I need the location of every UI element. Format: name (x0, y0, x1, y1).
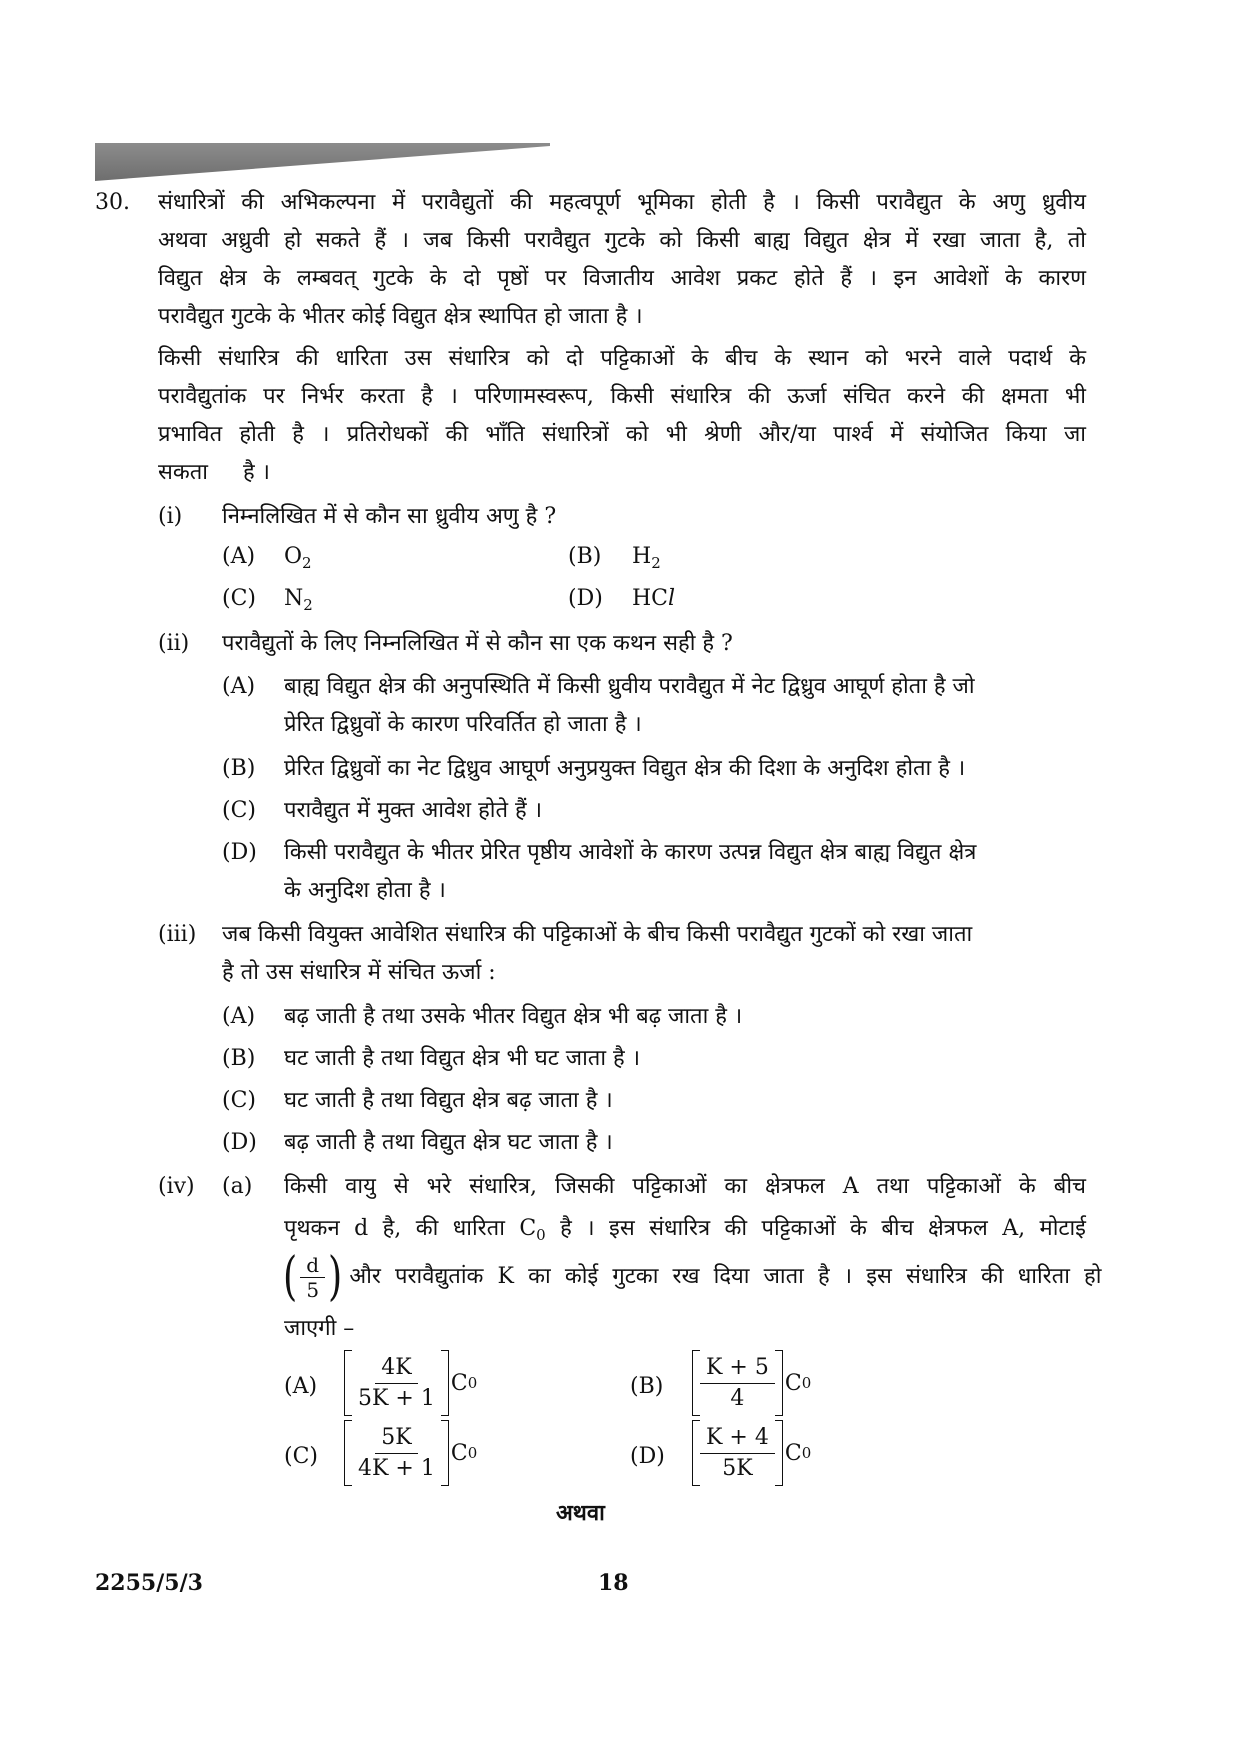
passage-line: किसी संधारित्र की धारिता उस संधारित्र को दो पट्टिकाओं के बीच के स्थान को भरने वाले पदार्थ के (158, 346, 1086, 371)
passage-line: परावैद्युत गुटके के भीतर कोई विद्युत क्षेत्र स्थापित हो जाता है । (158, 304, 643, 329)
question-number: 30. (95, 190, 130, 215)
option-text: परावैद्युत में मुक्त आवेश होते हैं । (284, 798, 543, 823)
option-label: (D) (568, 586, 603, 611)
passage-line: अथवा अध्रुवी हो सकते हैं । जब किसी परावैद्युत गुटके को किसी बाह्य विद्युत क्षेत्र में रखा जाता है, तो (158, 228, 1086, 253)
option-label: (A) (284, 1374, 318, 1399)
paper-code: 2255/5/3 (95, 1570, 203, 1596)
passage-line: परावैद्युतांक पर निर्भर करता है । परिणामस्वरूप, किसी संधारित्र की ऊर्जा संचित करने की क्षमता भी (158, 384, 1086, 409)
option-text: $O_2$ (284, 544, 312, 572)
option-text: किसी परावैद्युत के भीतर प्रेरित पृष्ठीय आवेशों के कारण उत्पन्न विद्युत क्षेत्र बाह्य विद्युत क्षेत्र (284, 840, 977, 865)
subquestion-text: है तो उस संधारित्र में संचित ऊर्जा : (222, 960, 496, 985)
passage-line: सकता है । (158, 460, 270, 485)
option-text: बढ़ जाती है तथा उसके भीतर विद्युत क्षेत्र भी बढ़ जाता है । (284, 1004, 743, 1029)
option-formula: $\frac{5K}{4K + 1}$ C 0 (344, 1420, 477, 1492)
option-label: (D) (630, 1444, 665, 1469)
option-label: (A) (222, 1004, 256, 1029)
subquestion-label: (ii) (158, 631, 190, 656)
option-text: बाह्य विद्युत क्षेत्र की अनुपस्थिति में किसी ध्रुवीय परावैद्युत में नेट द्विध्रुव आघूर्ण होता है जो (284, 674, 975, 699)
passage-line: प्रभावित होती है । प्रतिरोधकों की भाँति संधारित्रों को भी श्रेणी और/या पार्श्व में संयोजित किया जा (158, 422, 1086, 447)
option-label: (A) (222, 674, 256, 699)
or-separator: अथवा (556, 1500, 605, 1526)
subquestion-label: (iii) (158, 922, 197, 947)
option-text: घट जाती है तथा विद्युत क्षेत्र बढ़ जाता है । (284, 1088, 613, 1113)
passage-line: विद्युत क्षेत्र के लम्बवत् गुटके के दो पृष्ठों पर विजातीय आवेश प्रकट होते हैं । इन आवेशों के कारण (158, 266, 1086, 291)
option-label: (D) (222, 1130, 257, 1155)
subquestion-text: निम्नलिखित में से कौन सा ध्रुवीय अणु है ? (222, 504, 557, 529)
option-formula: $\frac{K + 5}{4}$ C 0 (692, 1350, 811, 1422)
option-formula: $\frac{4K}{5K + 1}$ C 0 (344, 1350, 477, 1422)
option-text: बढ़ जाती है तथा विद्युत क्षेत्र घट जाता है । (284, 1130, 613, 1155)
option-label: (A) (222, 544, 256, 569)
option-label: (B) (222, 756, 256, 781)
option-text: $H_2$ (632, 544, 661, 572)
option-label: (D) (222, 840, 257, 865)
option-label: (B) (222, 1046, 256, 1071)
passage-line: संधारित्रों की अभिकल्पना में परावैद्युतों की महत्वपूर्ण भूमिका होती है । किसी परावैद्युत के अणु ध्रुवीय (158, 190, 1086, 215)
subquestion-text: किसी वायु से भरे संधारित्र, जिसकी पट्टिकाओं का क्षेत्रफल A तथा पट्टिकाओं के बीच (284, 1174, 1086, 1199)
subquestion-label: (iv) (158, 1174, 195, 1199)
subquestion-label: (i) (158, 504, 183, 529)
option-label: (C) (222, 1088, 256, 1113)
option-text: प्रेरित द्विध्रुवों का नेट द्विध्रुव आघूर्ण अनुप्रयुक्त विद्युत क्षेत्र की दिशा के अनुदिश होता है । (284, 756, 966, 781)
option-formula: $\frac{K + 4}{5K}$ C 0 (692, 1420, 811, 1492)
option-text: के अनुदिश होता है । (284, 878, 446, 903)
option-label: (B) (630, 1374, 664, 1399)
subpart-label: (a) (222, 1174, 253, 1199)
option-text: घट जाती है तथा विद्युत क्षेत्र भी घट जाता है । (284, 1046, 641, 1071)
subquestion-text: ( $\frac{d}{5}$ ) और परावैद्युतांक K का कोई गुटका रख दिया जाता है । इस संधारित्र की धारिता हो (280, 1244, 1101, 1310)
option-text: प्रेरित द्विध्रुवों के कारण परिवर्तित हो जाता है । (284, 712, 642, 737)
subquestion-text: पृथकन d है, की धारिता $C_0$ है । इस संधारित्र की पट्टिकाओं के बीच क्षेत्रफल A, मोटाई (284, 1216, 1086, 1244)
page-number: 18 (598, 1570, 629, 1596)
subquestion-text: जब किसी वियुक्त आवेशित संधारित्र की पट्टिकाओं के बीच किसी परावैद्युत गुटकों को रखा जाता (222, 922, 973, 947)
option-text: HCl (632, 586, 676, 611)
option-label: (C) (222, 586, 256, 611)
option-text: $N_2$ (284, 586, 313, 614)
subquestion-text: जाएगी – (284, 1316, 355, 1341)
thickness-fraction: ( $\frac{d}{5}$ ) (283, 1247, 343, 1307)
header-band (95, 143, 550, 181)
option-label: (C) (284, 1444, 318, 1469)
option-label: (C) (222, 798, 256, 823)
option-label: (B) (568, 544, 602, 569)
subquestion-text: परावैद्युतों के लिए निम्नलिखित में से कौन सा एक कथन सही है ? (222, 631, 733, 656)
